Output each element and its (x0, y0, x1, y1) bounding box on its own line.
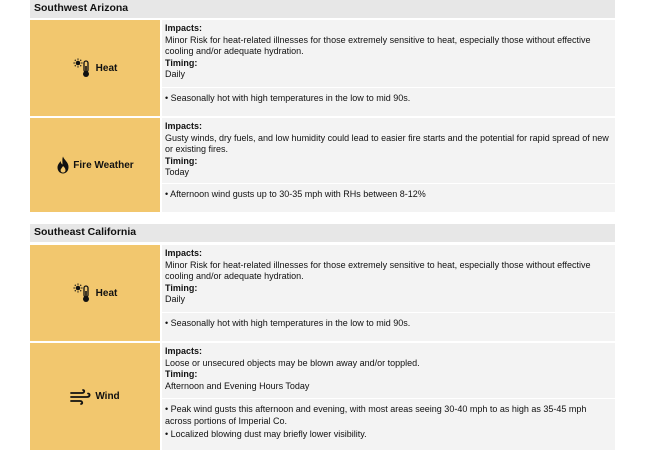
timing-text: Daily (165, 294, 186, 305)
timing-text: Daily (165, 69, 186, 80)
wind-icon (70, 389, 92, 405)
hazard-label: Heat (95, 62, 118, 74)
detail-bullet: • Peak wind gusts this afternoon and evening, with most areas seeing 30-40 mph to as high as 35-45 mph across portions of Imperial Co. (165, 404, 587, 426)
section-header-southeast-california: Southeast California (30, 224, 615, 242)
timing-label: Timing: (165, 57, 198, 68)
hazard-label: Fire Weather (73, 159, 134, 171)
hazard-row-wind (30, 343, 615, 450)
hazard-icon-cell (30, 245, 160, 341)
timing-label: Timing: (165, 155, 198, 166)
hazard-label: Wind (95, 391, 120, 402)
heat-thermometer-icon (73, 58, 93, 78)
hazard-details (162, 118, 615, 212)
hazard-label: Heat (95, 287, 118, 299)
hazard-row-heat (30, 20, 615, 116)
impacts-text: Minor Risk for heat-related illnesses for those extremely sensitive to heat, especially those without effective cooling and/or adequate hydration. (165, 259, 591, 282)
impacts-label: Impacts: (165, 248, 203, 258)
timing-label: Timing: (165, 369, 198, 380)
hazard-row-fire-weather (30, 118, 615, 212)
heat-thermometer-icon (73, 283, 93, 303)
hazard-icon-cell (30, 118, 160, 212)
impacts-text: Minor Risk for heat-related illnesses for those extremely sensitive to heat, especially those without effective cooling and/or adequate hydration. (165, 34, 591, 57)
flame-icon (56, 156, 70, 174)
hazard-icon-cell (30, 343, 160, 450)
impacts-text: Loose or unsecured objects may be blown away and/or toppled. (165, 357, 420, 368)
detail-bullet: • Seasonally hot with high temperatures in the low to mid 90s. (165, 317, 411, 328)
impacts-text: Gusty winds, dry fuels, and low humidity could lead to easier fire starts and the potential for rapid spread of new or existing fires. (165, 132, 609, 155)
impacts-label: Impacts: (165, 346, 203, 356)
timing-label: Timing: (165, 282, 198, 293)
hazard-details (162, 245, 615, 341)
impacts-label: Impacts: (165, 23, 203, 33)
impacts-label: Impacts: (165, 121, 203, 131)
hazard-details (162, 343, 615, 450)
hazard-icon-cell (30, 20, 160, 116)
hazard-row-heat (30, 245, 615, 341)
detail-bullet: • Seasonally hot with high temperatures in the low to mid 90s. (165, 92, 411, 103)
timing-text: Afternoon and Evening Hours Today (165, 380, 310, 391)
detail-bullet: • Localized blowing dust may briefly lower visibility. (165, 428, 367, 439)
hazard-details (162, 20, 615, 116)
detail-bullet: • Afternoon wind gusts up to 30-35 mph with RHs between 8-12% (165, 188, 426, 199)
timing-text: Today (165, 167, 190, 178)
section-header-southwest-arizona: Southwest Arizona (30, 0, 615, 18)
